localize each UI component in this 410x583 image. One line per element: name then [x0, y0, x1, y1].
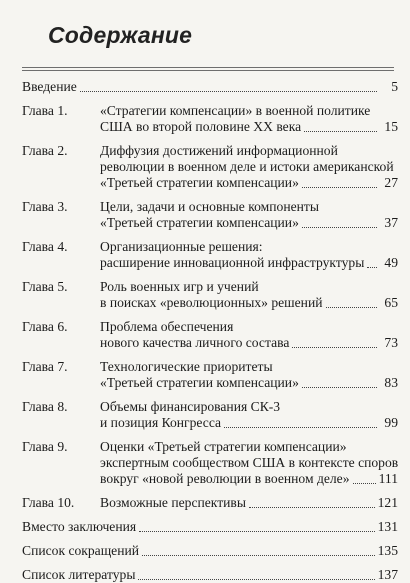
dot-leader — [302, 186, 377, 188]
entry-title-line: нового качества личного состава — [100, 335, 290, 350]
page-number: 135 — [377, 543, 398, 558]
entry-title-line: Объемы финансирования СК-3 — [100, 399, 281, 414]
title-rule-top — [22, 67, 394, 68]
toc-line — [22, 399, 398, 415]
chapter-label: Глава 3. — [22, 199, 68, 214]
toc-entry[interactable] — [22, 239, 398, 271]
toc-entry[interactable] — [22, 519, 398, 535]
entry-gap — [22, 487, 398, 495]
chapter-label: Глава 2. — [22, 143, 68, 158]
entry-title-line: «Третьей стратегии компенсации» — [100, 375, 299, 390]
page-number: 15 — [384, 119, 398, 134]
toc-line — [22, 519, 398, 535]
toc-line — [22, 143, 398, 159]
page-number: 83 — [384, 375, 398, 390]
page-number: 27 — [384, 175, 398, 190]
entry-title-line: Диффузия достижений информационной — [100, 143, 338, 158]
dot-leader — [139, 530, 374, 532]
dot-leader — [80, 90, 377, 92]
page-number: 65 — [384, 295, 398, 310]
entry-title-line: Введение — [22, 79, 77, 94]
page-number: 121 — [377, 495, 398, 510]
toc-entry[interactable] — [22, 103, 398, 135]
toc-line — [22, 375, 398, 391]
entry-title-line: расширение инновационной инфраструктуры — [100, 255, 365, 270]
table-of-contents — [22, 79, 398, 583]
dot-leader — [138, 578, 374, 580]
toc-line — [22, 159, 398, 175]
toc-line — [22, 415, 398, 431]
entry-gap — [22, 431, 398, 439]
dot-leader — [304, 130, 377, 132]
dot-leader — [142, 554, 375, 556]
page-number: 73 — [384, 335, 398, 350]
toc-entry[interactable] — [22, 143, 398, 191]
toc-entry[interactable] — [22, 543, 398, 559]
toc-entry[interactable] — [22, 79, 398, 95]
page-title: Содержание — [48, 22, 193, 48]
page-number: 99 — [384, 415, 398, 430]
entry-title-line: «Стратегии компенсации» в военной политике — [100, 103, 371, 118]
toc-line — [22, 199, 398, 215]
entry-gap — [22, 231, 398, 239]
entry-gap — [22, 311, 398, 319]
dot-leader — [224, 426, 377, 428]
entry-title-line: экспертным сообществом США в контексте споров — [100, 455, 399, 470]
chapter-label: Глава 5. — [22, 279, 68, 294]
entry-title-line: «Третьей стратегии компенсации» — [100, 215, 299, 230]
toc-line — [22, 455, 398, 471]
entry-title-line: Технологические приоритеты — [100, 359, 273, 374]
page-number: 137 — [377, 567, 398, 582]
entry-title-line: США во второй половине XX века — [100, 119, 302, 134]
chapter-label: Глава 1. — [22, 103, 68, 118]
toc-line — [22, 119, 398, 135]
dot-leader — [292, 346, 377, 348]
toc-line — [22, 439, 398, 455]
page-number: 5 — [391, 79, 398, 94]
dot-leader — [302, 386, 377, 388]
entry-title-line: Цели, задачи и основные компоненты — [100, 199, 319, 214]
entry-gap — [22, 535, 398, 543]
chapter-label: Глава 6. — [22, 319, 68, 334]
entry-gap — [22, 191, 398, 199]
entry-title-line: Возможные перспективы — [100, 495, 246, 510]
toc-line — [22, 255, 398, 271]
entry-title-line: Список сокращений — [22, 543, 140, 558]
toc-line — [22, 319, 398, 335]
toc-line — [22, 543, 398, 559]
toc-entry[interactable] — [22, 319, 398, 351]
toc-entry[interactable] — [22, 359, 398, 391]
toc-line — [22, 103, 398, 119]
toc-line — [22, 279, 398, 295]
entry-gap — [22, 351, 398, 359]
chapter-label: Глава 8. — [22, 399, 68, 414]
entry-title-line: Список литературы — [22, 567, 136, 582]
entry-title-line: «Третьей стратегии компенсации» — [100, 175, 299, 190]
toc-entry[interactable] — [22, 199, 398, 231]
page-number: 49 — [384, 255, 398, 270]
page-number: 111 — [378, 471, 398, 486]
page-number: 37 — [384, 215, 398, 230]
dot-leader — [249, 506, 375, 508]
toc-entry[interactable] — [22, 439, 398, 487]
entry-title-line: Оценки «Третьей стратегии компенсации» — [100, 439, 347, 454]
toc-line — [22, 79, 398, 95]
chapter-label: Глава 7. — [22, 359, 68, 374]
entry-title-line: в поисках «революционных» решений — [100, 295, 323, 310]
entry-gap — [22, 271, 398, 279]
dot-leader — [353, 482, 376, 484]
toc-entry[interactable] — [22, 495, 398, 511]
entry-gap — [22, 511, 398, 519]
toc-entry[interactable] — [22, 567, 398, 583]
entry-title-line: Проблема обеспечения — [100, 319, 234, 334]
toc-line — [22, 239, 398, 255]
toc-line — [22, 335, 398, 351]
toc-line — [22, 215, 398, 231]
entry-title-line: Роль военных игр и учений — [100, 279, 259, 294]
entry-title-line: вокруг «новой революции в военном деле» — [100, 471, 350, 486]
toc-entry[interactable] — [22, 399, 398, 431]
toc-line — [22, 567, 398, 583]
toc-line — [22, 175, 398, 191]
entry-title-line: Организационные решения: — [100, 239, 263, 254]
entry-title-line: и позиция Конгресса — [100, 415, 222, 430]
chapter-label: Глава 10. — [22, 495, 75, 510]
toc-line — [22, 295, 398, 311]
dot-leader — [302, 226, 377, 228]
toc-line — [22, 359, 398, 375]
entry-gap — [22, 95, 398, 103]
dot-leader — [326, 306, 377, 308]
chapter-label: Глава 4. — [22, 239, 68, 254]
chapter-label: Глава 9. — [22, 439, 68, 454]
title-rule-bottom — [22, 70, 394, 71]
toc-line — [22, 495, 398, 511]
entry-title-line: Вместо заключения — [22, 519, 137, 534]
toc-line — [22, 471, 398, 487]
entry-gap — [22, 135, 398, 143]
entry-title-line: революции в военном деле и истоки американской — [100, 159, 394, 174]
page-number: 131 — [377, 519, 398, 534]
toc-entry[interactable] — [22, 279, 398, 311]
entry-gap — [22, 559, 398, 567]
dot-leader — [367, 266, 377, 268]
entry-gap — [22, 391, 398, 399]
